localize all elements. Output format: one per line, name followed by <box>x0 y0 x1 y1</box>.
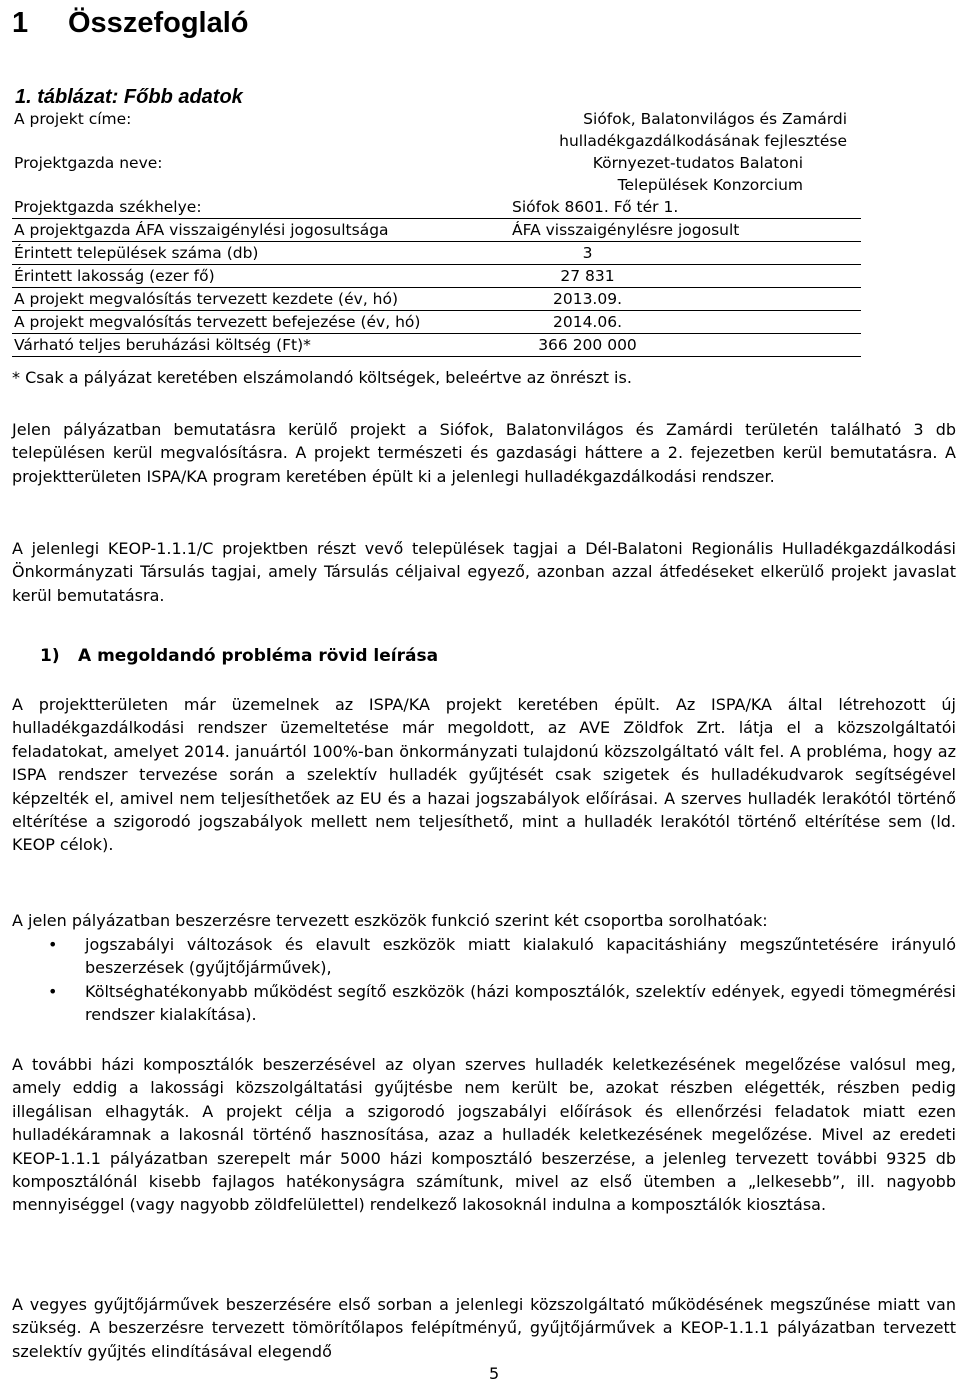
intro-paragraph: A jelenlegi KEOP-1.1.1/C projektben részt vevő települések tagjai a Dél-Balatoni Regionális Hulladékgazdálkodási Önkormányzati Társulás tagjai, amely Társulás céljaival egyező, azonban azzal átfedéseket elkerülő projekt javaslat kerül bemutatásra. <box>12 539 956 605</box>
table-label: A projekt címe: <box>14 110 132 128</box>
problem-paragraph: A projektterületen már üzemelnek az ISPA/KA projekt keretében épült. Az ISPA/KA által létrehozott új hulladékgazdálkodási rendszer üzemeltetése már megoldott, az AVE Zöldfok Zrt. látja el a közszolgáltatói feladatokat, amelyet 2014. januártól 100%-ban önkormányzati tulajdonú közszolgáltató vált fel. A probléma, hogy az ISPA rendszer tervezése során a szelektív hulladék gyűjtését csak szigetek és hulladékudvarok segítségével képzelték el, amivel nem teljesíthetőek az EU és a hazai jogszabályok előírásai. A szerves hulladék lerakótól történő eltérítése a szigorodó jogszabályok mellett nem teljesíthető, mint a hulladék lerakótól történő eltérítése sem (ld. KEOP célok). <box>12 695 956 855</box>
table-label: Érintett települések száma (db) <box>12 242 512 265</box>
table-row <box>12 334 861 357</box>
list-item-text: Költséghatékonyabb működést segítő eszközök (házi komposztálók, szelektív edények, egyedi tömegmérési rendszer kialakítása). <box>85 981 956 1025</box>
tool-groups-list <box>12 933 956 1027</box>
table-value: 2014.06. <box>512 311 861 334</box>
table-label: Projektgazda székhelye: <box>14 198 202 216</box>
table-label: A projektgazda ÁFA visszaigénylési jogosultsága <box>12 219 512 242</box>
table-label: Várható teljes beruházási költség (Ft)* <box>12 334 512 357</box>
section-number: 1) <box>40 646 60 666</box>
table-label: Projektgazda neve: <box>14 154 163 172</box>
table-row <box>12 242 861 265</box>
main-data-table <box>12 108 861 357</box>
table-row <box>12 288 861 311</box>
table-value: 366 200 000 <box>512 334 861 357</box>
table-row <box>12 152 861 196</box>
table-row <box>12 196 861 219</box>
composting-paragraph: A további házi komposztálók beszerzésével az olyan szerves hulladék keletkezésének megelőzése valósul meg, amely eddig a lakossági közszolgáltatási gyűjtésbe nem került be, azokat részben elégették, részben pedig illegálisan elhagyták. A projekt célja a szigorodó jogszabályi előírások és ellenőrzési feladatok miatt ezen hulladékáramnak a lakosnál történő hasznosítása, azaz a hulladék keletkezésének megelőzése. Mivel az eredeti KEOP-1.1.1 pályázatban szerepelt már 5000 házi komposztáló beszerzése, a jelenleg tervezett további 9325 db komposztálónál kisebb fajlagos hatékonyságra számítunk, mivel az első ütemben a „lelkesebb”, ill. nagyobb mennyiséggel (vagy nagyobb zöldfelülettel) rendelkező lakosoknál indulna a komposztálók kiosztása. <box>12 1055 956 1215</box>
table-value: 2013.09. <box>512 288 861 311</box>
chapter-heading <box>12 6 249 40</box>
vehicles-paragraph: A vegyes gyűjtőjárművek beszerzésére első sorban a jelenlegi közszolgáltató működésének megszűnése miatt van szükség. A beszerzésre tervezett tömörítőlapos felépítményű, gyűjtőjárművek a KEOP-1.1.1 pályázatban tervezett szelektív gyűjtés elindításával elegendő <box>12 1295 956 1361</box>
chapter-title: Összefoglaló <box>68 7 249 39</box>
table-value: Siófok 8601. Fő tér 1. <box>512 198 679 216</box>
table-footnote: * Csak a pályázat keretében elszámolandó költségek, beleértve az önrészt is. <box>12 368 632 387</box>
table-row <box>12 265 861 288</box>
groups-intro: A jelen pályázatban beszerzésre tervezett eszközök funkció szerint két csoportba sorolhatóak: <box>12 911 768 930</box>
table-label: Érintett lakosság (ezer fő) <box>12 265 512 288</box>
list-item-text: jogszabályi változások és elavult eszközök miatt kialakuló kapacitáshiány megszűntetésére irányuló beszerzések (gyűjtőjárművek), <box>85 935 956 978</box>
table-value: Környezet-tudatos Balatoni Települések Konzorcium <box>592 154 803 194</box>
table-value: 27 831 <box>512 265 861 288</box>
intro-paragraph: Jelen pályázatban bemutatásra kerülő projekt a Siófok, Balatonvilágos és Zamárdi területén található 3 db településen kerül megvalósításra. A projekt természeti és gazdasági háttere a 2. fejezetben kerül bemutatásra. A projektterületen ISPA/KA program keretében épült ki a jelenlegi hulladékgazdálkodási rendszer. <box>12 420 956 486</box>
table-row <box>12 311 861 334</box>
table-row <box>12 219 861 242</box>
section-title: A megoldandó probléma rövid leírása <box>78 646 439 666</box>
list-item <box>12 933 956 980</box>
table-label: A projekt megvalósítás tervezett befejezése (év, hó) <box>12 311 512 334</box>
bullet-icon: • <box>48 935 58 954</box>
section-heading <box>40 644 438 668</box>
table-value: ÁFA visszaigénylésre jogosult <box>512 219 861 242</box>
bullet-icon: • <box>48 981 58 1001</box>
table-caption: 1. táblázat: Főbb adatok <box>15 86 243 108</box>
table-value: Siófok, Balatonvilágos és Zamárdi hulladékgazdálkodásának fejlesztése <box>559 110 847 150</box>
table-label: A projekt megvalósítás tervezett kezdete (év, hó) <box>12 288 512 311</box>
page-number: 5 <box>489 1364 500 1383</box>
table-row <box>12 108 861 152</box>
chapter-number: 1 <box>12 7 29 39</box>
table-value: 3 <box>512 242 861 265</box>
list-item <box>12 980 956 1027</box>
